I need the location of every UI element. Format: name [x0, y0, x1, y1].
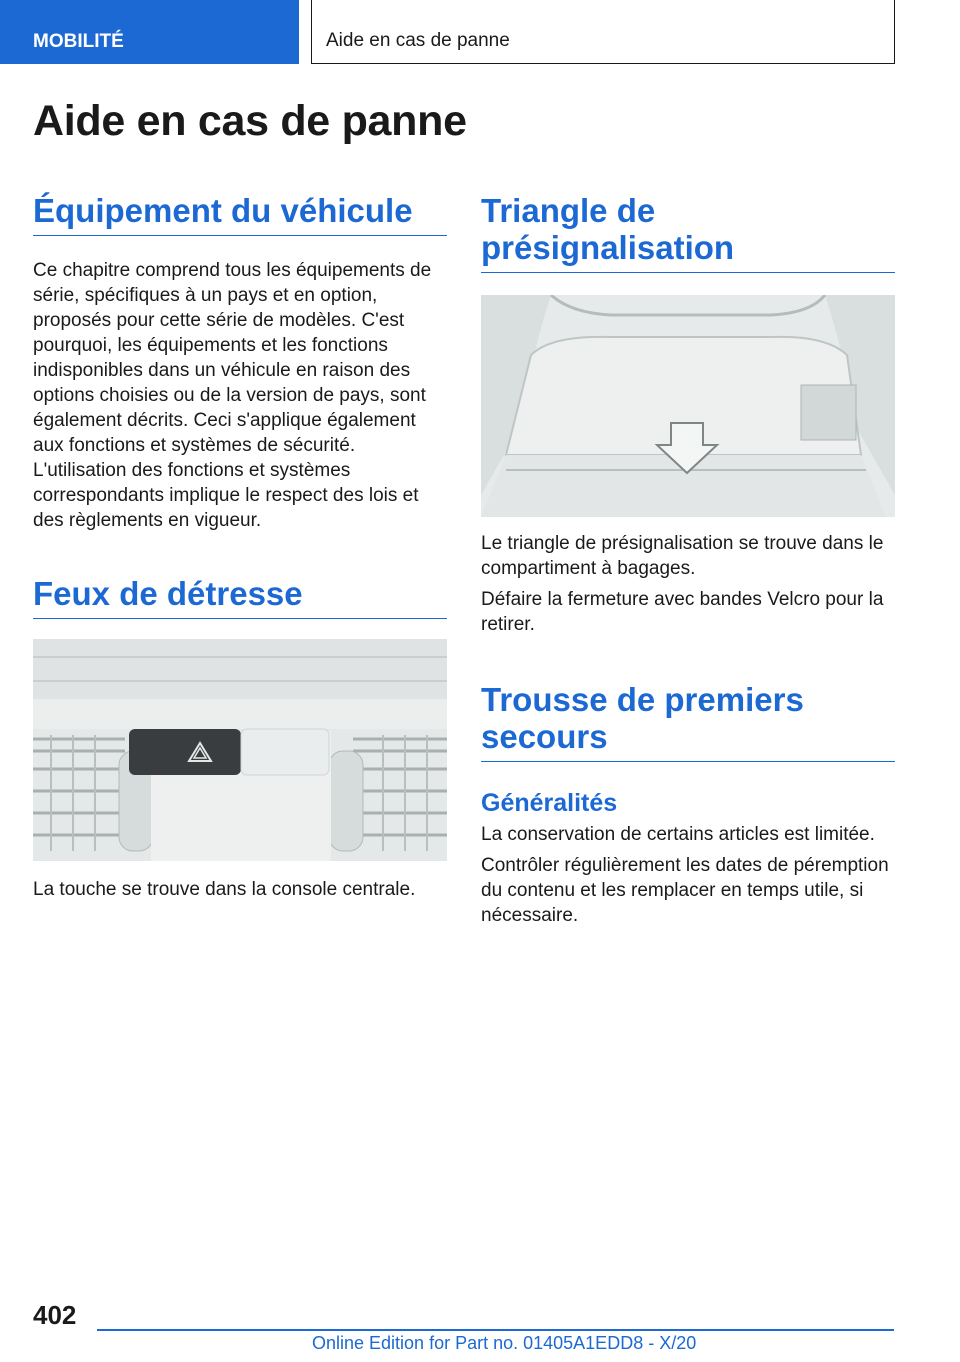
hazard-caption: La touche se trouve dans la console centrale.: [33, 879, 416, 900]
section-title-hazard-lights: Feux de détresse: [33, 575, 447, 619]
page-number: 402: [33, 1300, 77, 1330]
section-title-first-aid-kit: Trousse de premiers secours: [481, 681, 895, 762]
warning-triangle-location: Le triangle de présignalisation se trouve dans le compartiment à bagages.: [481, 533, 884, 579]
section-label: MOBILITÉ: [33, 31, 124, 52]
first-aid-text-2: Contrôler régulièrement les dates de péremption du contenu et les remplacer en temps utile, si nécessaire.: [481, 855, 889, 926]
warning-triangle-removal: Défaire la fermeture avec bandes Velcro pour la retirer.: [481, 589, 884, 635]
footer-edition: Online Edition for Part no. 01405A1EDD8 - X/20: [312, 1333, 697, 1353]
right-column: [481, 192, 895, 928]
section-title-vehicle-equipment: Équipement du véhicule: [33, 192, 447, 236]
subsection-title-general: Généralités: [481, 789, 618, 817]
page-title: Aide en cas de panne: [33, 97, 467, 145]
chapter-header: [311, 0, 895, 64]
first-aid-text-1: La conservation de certains articles est limitée.: [481, 824, 875, 845]
section-title-warning-triangle: Triangle de présignalisation: [481, 192, 895, 273]
section-tab: [0, 0, 299, 64]
footer-rule: [97, 1329, 894, 1331]
hazard-button-image: [33, 639, 447, 861]
left-column: [33, 192, 447, 902]
warning-triangle-image: [481, 295, 895, 517]
chapter-label: Aide en cas de panne: [326, 30, 510, 51]
vehicle-equipment-text: Ce chapitre comprend tous les équipements de série, spécifiques à un pays et en option, proposés pour cette série de modèles. C'est pourquoi, les équipements et les fonctions indisponibles dans un véhicule en raison des options choisies ou de la version de pays, sont également décrits. Ceci s'applique également aux fonctions et systèmes de sécurité. L'utilisation des fonctions et systèmes correspondants implique le respect des lois et des règlements en vigueur.: [33, 260, 432, 531]
